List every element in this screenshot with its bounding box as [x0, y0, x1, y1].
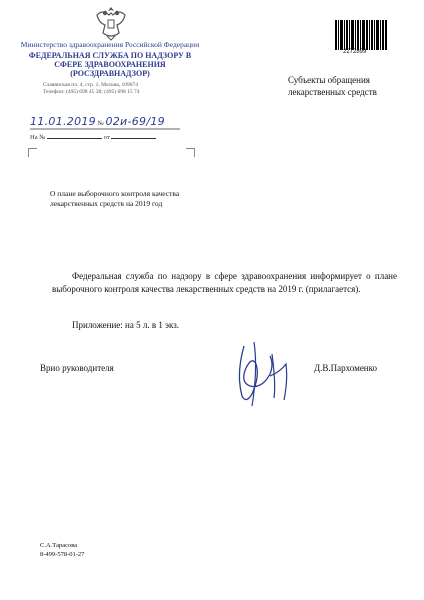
number-sign: № — [97, 120, 104, 127]
barcode — [335, 20, 387, 50]
executor-name: С.А.Тарасова — [40, 542, 78, 549]
corner-mark-left — [28, 148, 37, 157]
attachment-note: Приложение: на 5 л. в 1 экз. — [72, 320, 180, 330]
service-name: ФЕДЕРАЛЬНАЯ СЛУЖБА ПО НАДЗОРУ В СФЕРЕ ЗДРАВООХРАНЕНИЯ (РОСЗДРАВНАДЗОР) — [28, 51, 192, 78]
reference-label: На № — [30, 134, 46, 141]
reference-date-line — [111, 138, 156, 139]
reference-from-label: от — [103, 134, 110, 141]
addressee: Субъекты обращения лекарственных средств — [288, 75, 377, 97]
registration-number: 02и-69/19 — [105, 115, 165, 128]
ministry-name: Министерство здравоохранения Российской Федерации — [20, 40, 200, 49]
corner-mark-right — [186, 148, 195, 157]
executor-phone: 8-499-578-01-27 — [40, 551, 85, 558]
letterhead — [20, 41, 200, 96]
registration-date: 11.01.2019 — [30, 115, 96, 128]
date-underline — [30, 128, 180, 131]
reference-number-line — [47, 138, 102, 139]
barcode-number: 2272899 — [343, 49, 367, 55]
executor-info — [40, 541, 84, 559]
handwritten-signature — [230, 334, 300, 409]
letter-body: Федеральная служба по надзору в сфере здравоохранения информирует о плане выборочного контроля качества лекарственных средств на 2019 г. (прилагается). — [52, 271, 397, 294]
signer-title: Врио руководителя — [40, 363, 114, 373]
letter-subject: О плане выборочного контроля качества лекарственных средств на 2019 год — [50, 189, 180, 208]
address-line: Славянская пл. 4, стр. 1, Москва, 109074 — [43, 82, 139, 88]
phone-line: Телефон: (495) 698 45 38; (495) 698 15 74 — [43, 89, 140, 95]
coat-of-arms-icon — [93, 3, 129, 43]
signer-name: Д.В.Пархоменко — [314, 363, 378, 373]
sender-address — [20, 82, 200, 96]
